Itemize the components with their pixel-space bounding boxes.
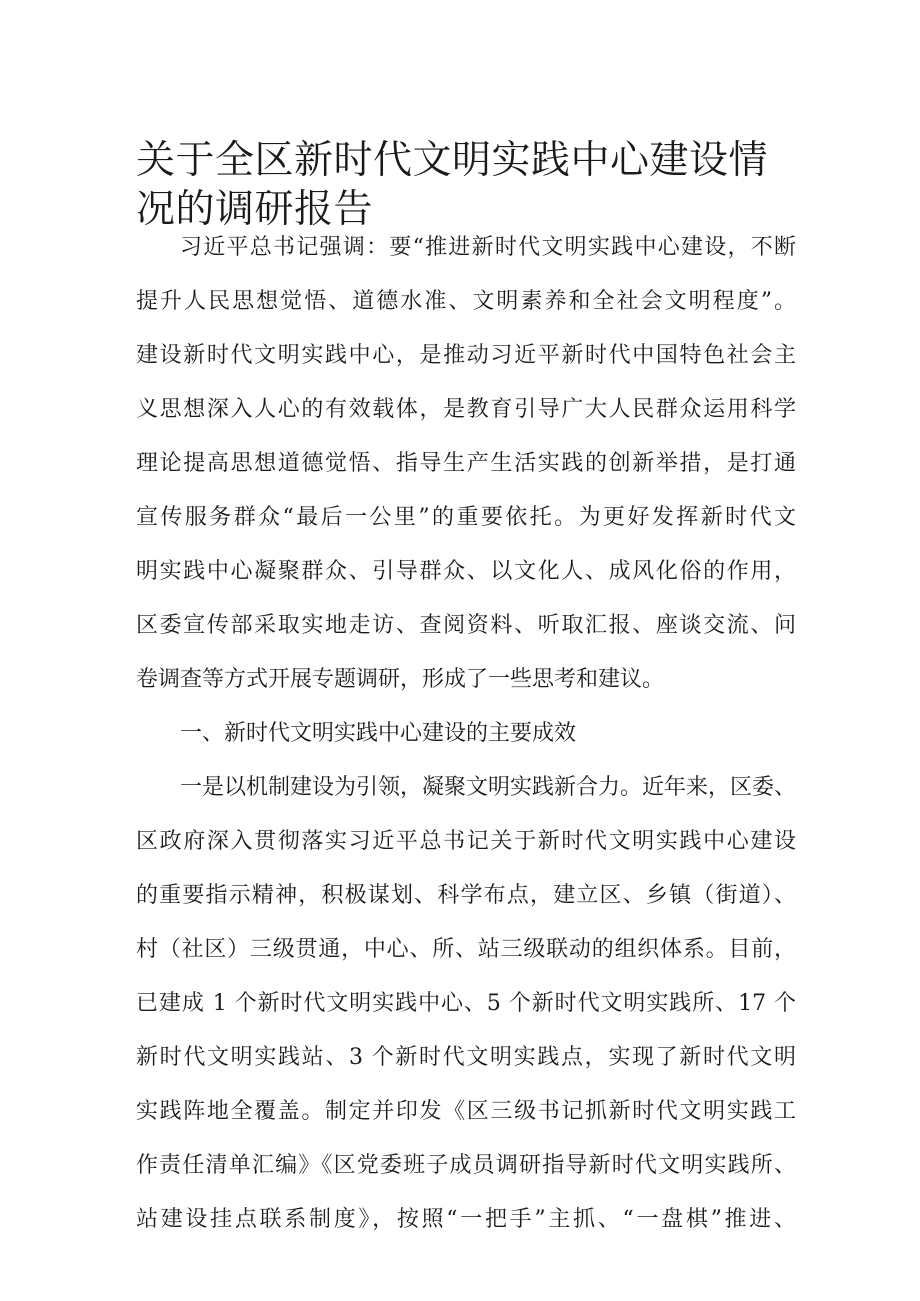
- paragraph-line: 义思想深入人心的有效载体，是教育引导广大人民群众运用科学: [136, 397, 796, 422]
- paragraph-line: 村（社区）三级贯通，中心、所、站三级联动的组织体系。目前，: [136, 937, 796, 962]
- paragraph-line: 实践阵地全覆盖。制定并印发《区三级书记抓新时代文明实践工: [136, 1099, 796, 1124]
- paragraph-line: 作责任清单汇编》《区党委班子成员调研指导新时代文明实践所、: [136, 1153, 796, 1178]
- paragraph-line: 提升人民思想觉悟、道德水准、文明素养和全社会文明程度”。: [136, 289, 796, 314]
- paragraph-line: 区政府深入贯彻落实习近平总书记关于新时代文明实践中心建设: [136, 829, 796, 854]
- paragraph-line: 明实践中心凝聚群众、引导群众、以文化人、成风化俗的作用，: [136, 559, 796, 584]
- paragraph-line: 站建设挂点联系制度》，按照“一把手”主抓、“一盘棋”推进、: [136, 1207, 796, 1232]
- paragraph-line: 新时代文明实践站、3 个新时代文明实践点，实现了新时代文明: [136, 1045, 796, 1070]
- paragraph-line: 建设新时代文明实践中心，是推动习近平新时代中国特色社会主: [136, 343, 796, 368]
- paragraph-line: 习近平总书记强调：要“推进新时代文明实践中心建设，不断: [180, 235, 796, 260]
- document-title: 关于全区新时代文明实践中心建设情况的调研报告: [136, 138, 769, 232]
- paragraph-line: 宣传服务群众“最后一公里”的重要依托。为更好发挥新时代文: [136, 505, 796, 530]
- paragraph-line: 理论提高思想道德觉悟、指导生产生活实践的创新举措，是打通: [136, 451, 796, 476]
- paragraph-line: 的重要指示精神，积极谋划、科学布点，建立区、乡镇（街道）、: [136, 883, 796, 908]
- paragraph-line: 区委宣传部采取实地走访、查阅资料、听取汇报、座谈交流、问: [136, 613, 796, 638]
- paragraph-line: 一是以机制建设为引领，凝聚文明实践新合力。近年来，区委、: [180, 775, 797, 800]
- paragraph-line: 卷调查等方式开展专题调研，形成了一些思考和建议。: [136, 667, 665, 692]
- paragraph-line: 已建成 1 个新时代文明实践中心、5 个新时代文明实践所、17 个: [136, 991, 796, 1016]
- section-heading: 一、新时代文明实践中心建设的主要成效: [180, 721, 577, 746]
